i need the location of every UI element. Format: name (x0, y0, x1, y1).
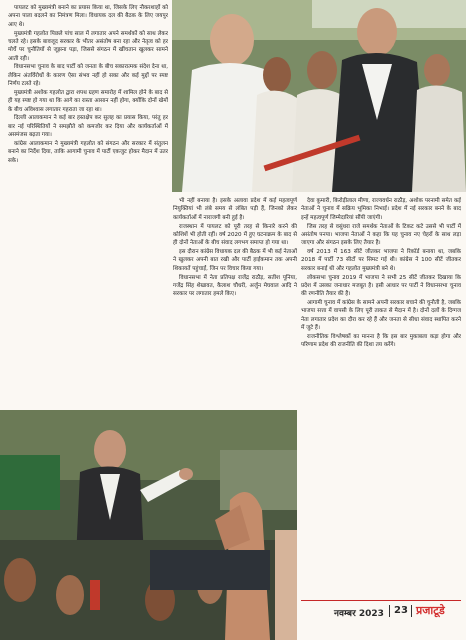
article-column-left (8, 4, 168, 404)
article-paragraph: मुख्यमंत्री गहलोत पिछले पांच साल में लगातार अपने समर्थकों को साथ लेकर चलते रहे। इसके बावजूद सरकार के भीतर असंतोष बना रहा और नेतृत्व को हर मोर्चे पर चुनौतियों से जूझना पड़ा, जिससे संगठन में खींचतान खुलकर सामने आती रही। (8, 30, 168, 62)
article-column-middle (173, 197, 297, 411)
photo-gehlot-supporters (0, 410, 297, 640)
article-paragraph: लोकसभा चुनाव 2019 में भाजपा ने सभी 25 सीटें जीतकर दिखाया कि प्रदेश में उसका जनाधार मजबूत है। इसी आधार पर पार्टी ने विधानसभा चुनाव की रणनीति तैयार की है। (301, 274, 461, 298)
photo-gehlot-supporters-graphic (0, 410, 297, 640)
footer-divider (301, 600, 461, 601)
article-paragraph: पायलट को मुख्यमंत्री बनाने का प्रयास किया था, जिसके लिए नौकरशाहों को अपना पाला बदलने का निमंत्रण मिला। विधायक दल की बैठक के लिए जयपुर आए थे। (8, 5, 168, 28)
article-paragraph: विधानसभा चुनाव के बाद पार्टी को जनता के बीच सकारात्मक संदेश देना था, लेकिन अंतर्विरोधों के कारण ऐसा संभव नहीं हो सका और कई मुद्दों पर स्पष्ट निर्णय टलते रहे। (8, 64, 168, 88)
article-paragraph: इस दौरान कांग्रेस विधायक दल की बैठक में भी कई नेताओं ने खुलकर अपनी बात रखी और पार्टी हाईकमान तक अपनी शिकायतें पहुंचाईं, जिन पर विचार किया गया। (173, 249, 297, 272)
article-paragraph: मुख्यमंत्री अशोक गहलोत द्वारा शपथ ग्रहण समारोह में शामिल होने के बाद से ही यह स्पष्ट हो गया था कि आगे का रास्ता आसान नहीं होगा, क्योंकि दोनों खेमों के बीच अविश्वास लगातार गहराता जा रहा था। (8, 89, 168, 113)
magazine-brand: प्रजाटूडे (416, 604, 445, 617)
page-footer (301, 600, 466, 640)
footer-separator (389, 605, 390, 617)
article-paragraph: कांग्रेस आलाकमान ने मुख्यमंत्री गहलोत को संगठन और सरकार में संतुलन बनाने का निर्देश दिया, ताकि आगामी चुनाव में पार्टी एकजुट होकर मैदान में उतर सके। (8, 141, 168, 164)
photo-leaders-crowd-graphic (172, 0, 466, 192)
article-paragraph: भी नहीं बनाया है। इसके अलावा प्रदेश में कई महत्वपूर्ण नियुक्तियां भी लंबे समय से लंबित पड़ी हैं, जिनको लेकर कार्यकर्ताओं में नाराजगी बनी हुई है। (173, 198, 297, 221)
photo-leaders-crowd (172, 0, 466, 192)
footer-separator (411, 605, 412, 617)
issue-date: नवम्बर 2023 (334, 609, 384, 619)
article-paragraph: देवा कुमारी, किरोड़ीलाल मीणा, राज्यवर्धन राठौड़, अशोक परनामी समेत कई नेताओं ने चुनाव में सक्रिय भूमिका निभाई। प्रदेश में नई सरकार बनने के बाद इन्हें महत्वपूर्ण जिम्मेदारियां सौंपी जाएंगी। (301, 198, 461, 221)
article-paragraph: विधानसभा में नेता प्रतिपक्ष राजेंद्र राठौड़, सतीश पूनिया, गजेंद्र सिंह शेखावत, कैलाश चौधरी, अर्जुन मेघवाल आदि ने सरकार पर लगातार हमले किए। (173, 274, 297, 298)
article-paragraph: दिल्ली आलाकमान ने कई बार हस्तक्षेप कर सुलह का प्रयास किया, परंतु हर बार नई परिस्थितियों ने समझौते को कमजोर कर दिया और कार्यकर्ताओं में असमंजस बढ़ता गया। (8, 115, 168, 139)
article-paragraph: जिस तरह से वसुंधरा राजे समर्थक नेताओं के टिकट कटे उससे भी पार्टी में असंतोष पनपा। भाजपा नेताओं ने कहा कि यह चुनाव नए चेहरों के साथ लड़ा जाएगा और संगठन इसके लिए तैयार है। (301, 223, 461, 247)
article-paragraph: राजस्थान में पायलट को पूरी तरह से किनारे करने की कोशिशें भी होती रहीं। वर्ष 2020 में हुए घटनाक्रम के बाद से ही दोनों नेताओं के बीच संवाद लगभग समाप्त हो गया था। (173, 223, 297, 247)
article-paragraph: राजनीतिक विश्लेषकों का मानना है कि इस बार मुकाबला कड़ा होगा और परिणाम प्रदेश की राजनीति की दिशा तय करेंगे। (301, 334, 461, 349)
article-column-right (301, 197, 461, 597)
page-number: 23 (394, 605, 408, 616)
article-paragraph: आगामी चुनाव में कांग्रेस के सामने अपनी सरकार बचाने की चुनौती है, जबकि भाजपा सत्ता में वापसी के लिए पूरी ताकत से मैदान में है। दोनों दलों के दिग्गज नेता लगातार प्रदेश का दौरा कर रहे हैं और जनता से सीधा संवाद स्थापित करने में जुटे हैं। (301, 300, 461, 332)
article-paragraph: वर्ष 2013 में 163 सीटें जीतकर भाजपा ने रिकॉर्ड बनाया था, जबकि 2018 में पार्टी 73 सीटों पर सिमट गई थी। कांग्रेस ने 100 सीटें जीतकर सरकार बनाई थी और गहलोत मुख्यमंत्री बने थे। (301, 249, 461, 272)
